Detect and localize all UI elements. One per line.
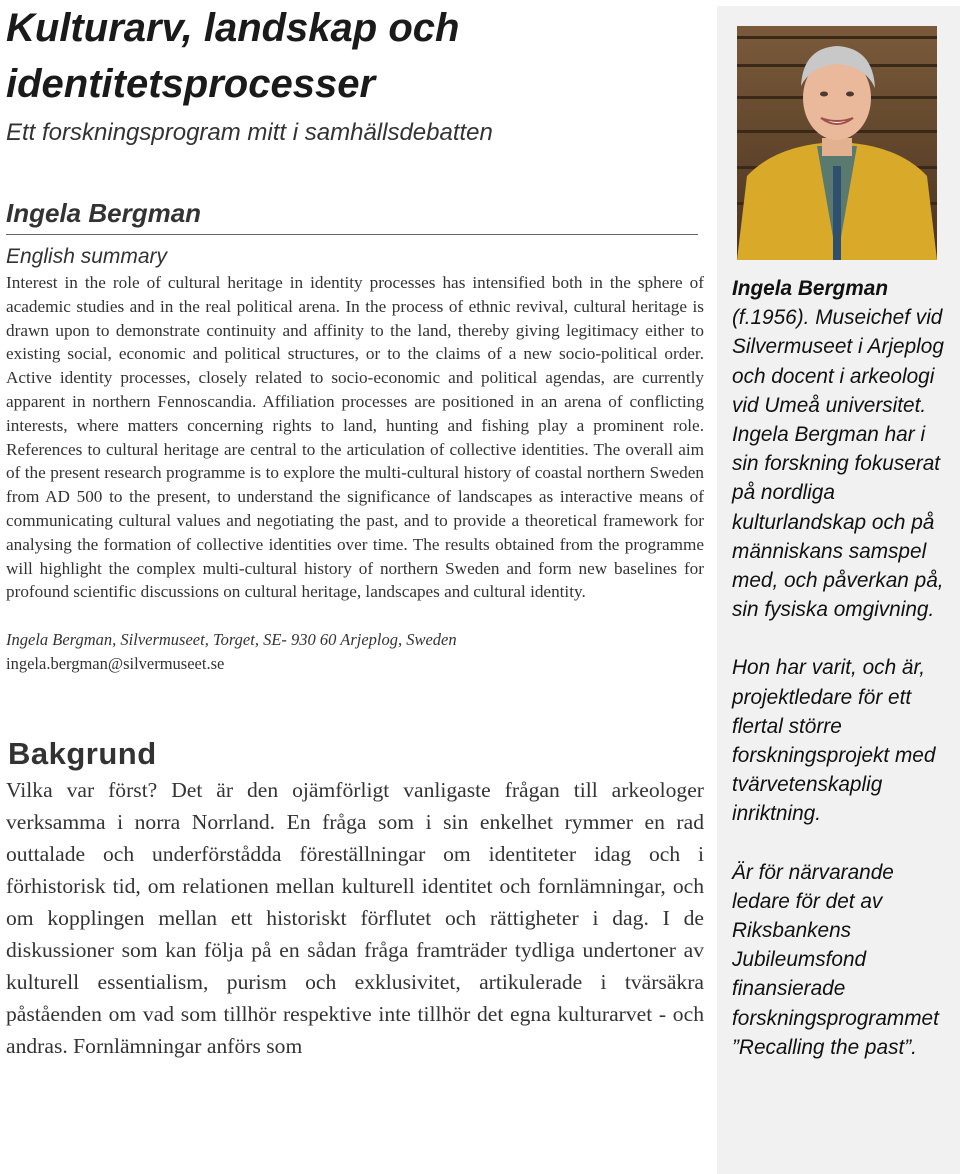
bio-paragraph [732, 274, 954, 624]
section-heading: Bakgrund [8, 736, 157, 772]
author-address: Ingela Bergman, Silvermuseet, Torget, SE- 930 60 Arjeplog, Sweden [6, 630, 457, 650]
bio-name: Ingela Bergman [732, 277, 889, 300]
summary-heading: English summary [6, 245, 168, 268]
author-name: Ingela Bergman [6, 198, 202, 228]
article-column [6, 0, 704, 1062]
bio-paragraph-2: Hon har varit, och är, projektledare för ett flertal större forskningsprojekt med tvärvetenskaplig inriktning. [732, 656, 936, 826]
article-title [6, 0, 704, 112]
author-portrait-photo [737, 26, 937, 260]
title-line-1: Kulturarv, landskap och [6, 6, 460, 50]
author-contact [6, 628, 704, 676]
portrait-illustration [737, 26, 937, 260]
title-line-2: identitetsprocesser [6, 62, 376, 106]
bio-text: (f.1956). Museichef vid Silvermuseet i Arjeplog och docent i arkeologi vid Umeå universitet. Ingela Bergman har i sin forskning fokuserat på nordliga kulturlandskap och på människans samspel med, och påverkan på, sin fysiska omgivning. [732, 306, 944, 622]
divider-rule [6, 234, 698, 235]
section-body-text: Vilka var först? Det är den ojämförligt vanligaste frågan till arkeologer verksamma i norra Norrland. En fråga som i sin enkelhet rymmer en rad outtalade och underförstådda föreställningar om identiteter idag och i förhistorisk tid, om relationen mellan kulturell identitet och fornlämningar, och om kopplingen mellan ett historiskt förflutet och rättigheter i dag. I de diskussioner som kan följa på en sådan fråga framträder tydliga undertoner av kulturell essentialism, purism och exklusivitet, artikulerade i tvärsäkra påståenden om vad som tillhör respektive inte tillhör det egna kulturarvet - och andras. Fornlämningar anförs som [6, 778, 704, 1059]
article-subtitle: Ett forskningsprogram mitt i samhällsdebatten [6, 119, 493, 146]
summary-text: Interest in the role of cultural heritage in identity processes has intensified both in the sphere of academic studies and in the real political arena. In the process of ethnic revival, cultural heritage is drawn upon to demonstrate continuity and affinity to the land, thereby giving legitimacy either to existing social, economic and political structures, or to the claims of a new socio-political order. Active identity processes, closely related to socio-economic and political agendas, are currently apparent in northern Fennoscandia. Affiliation processes are positioned in an arena of conflicting interests, where matters concerning rights to land, hunting and fishing play a prominent role. References to cultural heritage are central to the articulation of collective identities. The overall aim of the present research programme is to explore the multi-cultural history of coastal northern Sweden from AD 500 to the present, to understand the significance of landscapes as interactive means of communicating cultural values and negotiating the past, and to provide a theoretical framework for analysing the formation of collective identities over time. The results obtained from the programme will highlight the complex multi-cultural history of northern Sweden and form new baselines for profound scientific discussions on cultural heritage, landscapes and cultural identity. [6, 273, 704, 602]
bio-paragraph-3: Är för närvarande ledare för det av Riksbankens Jubileumsfond finansierade forskningsprogrammet ”Recalling the past”. [732, 860, 939, 1059]
author-bio [732, 274, 954, 1062]
author-email: ingela.bergman@silvermuseet.se [6, 654, 225, 674]
author-sidebar [717, 6, 960, 1174]
